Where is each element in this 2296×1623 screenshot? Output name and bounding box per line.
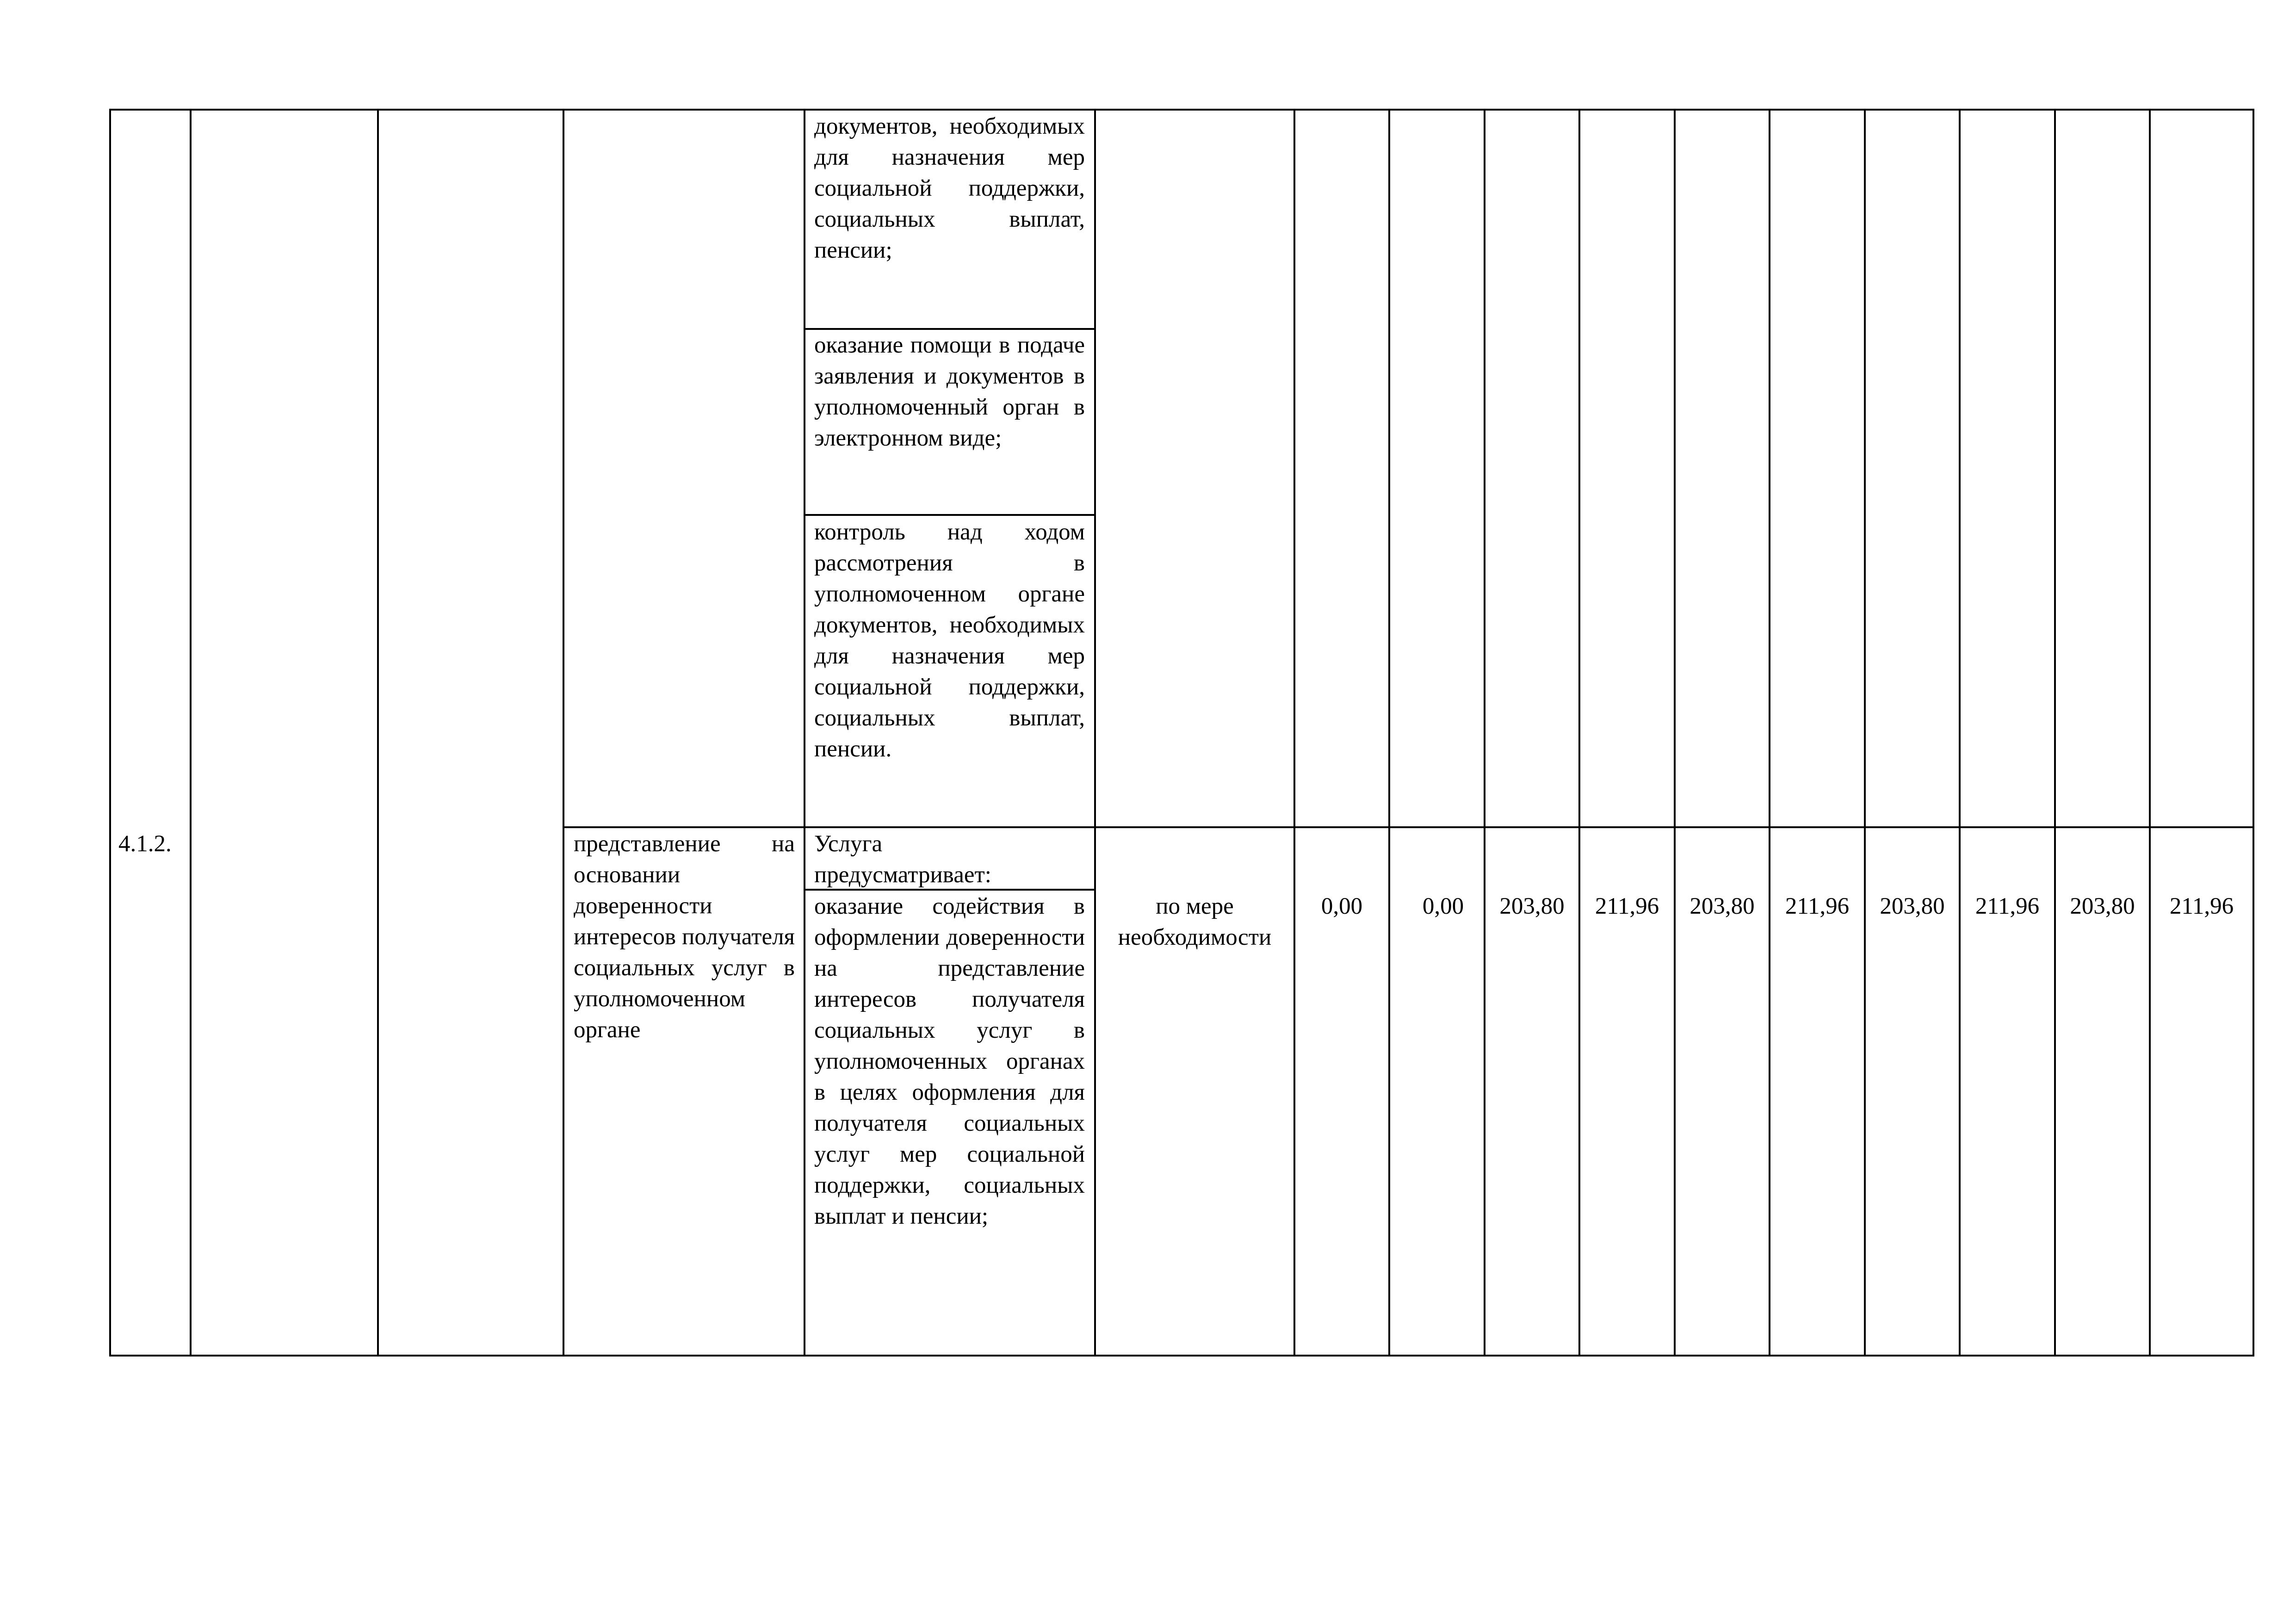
col-border-3 [563,109,564,1357]
service-text-3: контроль над ходом рассмотрения в уполномоченном органе документов, необходимых для назначения мер социальной поддержки, социальных выплат, пенсии. [814,519,1085,762]
col-border-12 [1864,109,1866,1357]
service-name: представление на основании доверенности интересов получателя социальных услуг в уполномоченном органе [574,831,795,1043]
col-border-2 [377,109,379,1357]
col-border-10 [1674,109,1676,1357]
value-col-9: 203,80 [2070,893,2135,919]
col-border-1 [190,109,192,1357]
row-divider-left [563,826,804,828]
value-col-6: 211,96 [1785,893,1850,919]
value-col-3: 203,80 [1499,893,1565,919]
col-border-6 [1293,109,1295,1357]
service-text-1: документов, необходимых для назначения мер социальной поддержки, социальных выплат, пенсии; [814,113,1085,263]
provides-label: Услуга предусматривает: [814,831,991,888]
col-border-5 [1094,109,1096,1357]
service-detail: оказание содействия в оформлении доверенности на представление интересов получателя социальных услуг в уполномоченных органах в целях оформления для получателя социальных услуг мер социальной поддержки, социальных выплат и пенсии; [814,893,1085,1229]
row-divider-right [804,826,2254,828]
service-text-2: оказание помощи в подаче заявления и документов в уполномоченный орган в электронном виде; [814,332,1085,451]
row-number: 4.1.2. [118,831,172,857]
col-border-9 [1578,109,1580,1357]
col-border-14 [2054,109,2056,1357]
col-border-11 [1769,109,1770,1357]
value-col-5: 203,80 [1690,893,1755,919]
col-border-0 [109,109,111,1357]
col-border-8 [1484,109,1485,1357]
frequency: по мере необходимости [1118,893,1272,950]
col-border-7 [1388,109,1390,1357]
value-col-10: 211,96 [2169,893,2234,919]
value-col-8: 211,96 [1975,893,2040,919]
value-col-4: 211,96 [1595,893,1659,919]
table-bottom-border [109,1355,2254,1357]
value-col-1: 0,00 [1321,893,1363,919]
value-col-7: 203,80 [1880,893,1945,919]
service-divider-2 [804,514,1095,516]
col-border-15 [2149,109,2151,1357]
col-border-16 [2253,109,2254,1357]
value-col-2: 0,00 [1422,893,1464,919]
col-border-4 [804,109,805,1357]
col-border-13 [1959,109,1961,1357]
table-top-border [109,109,2254,111]
